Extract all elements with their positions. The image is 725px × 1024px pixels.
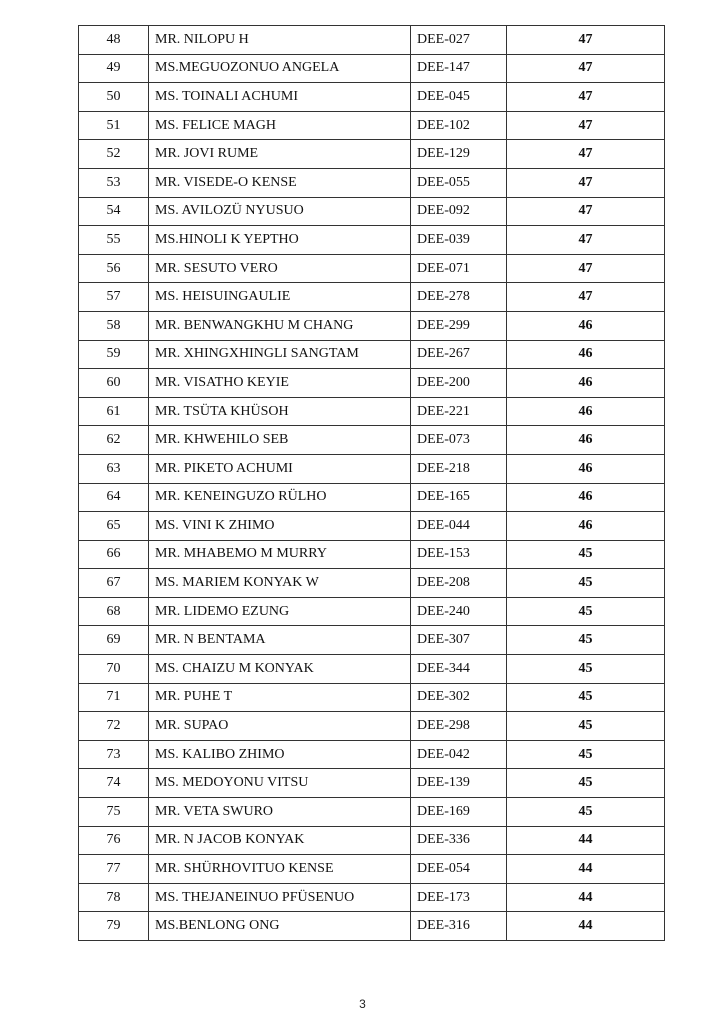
table-row	[79, 283, 665, 312]
sl-number-cell: 51	[79, 111, 149, 140]
roll-number-cell: DEE-169	[411, 798, 507, 827]
table-row	[79, 712, 665, 741]
name-cell: MS. KALIBO ZHIMO	[149, 740, 411, 769]
sl-number-cell: 76	[79, 826, 149, 855]
roll-number-cell: DEE-054	[411, 855, 507, 884]
roll-number-cell: DEE-042	[411, 740, 507, 769]
score-cell: 47	[507, 111, 665, 140]
sl-number-cell: 58	[79, 311, 149, 340]
sl-number-cell: 48	[79, 26, 149, 55]
name-cell: MS. FELICE MAGH	[149, 111, 411, 140]
roll-number-cell: DEE-045	[411, 83, 507, 112]
sl-number-cell: 50	[79, 83, 149, 112]
roll-number-cell: DEE-092	[411, 197, 507, 226]
table-row	[79, 369, 665, 398]
name-cell: MR. N BENTAMA	[149, 626, 411, 655]
score-cell: 44	[507, 912, 665, 941]
table-row	[79, 311, 665, 340]
name-cell: MS. MARIEM KONYAK W	[149, 569, 411, 598]
roll-number-cell: DEE-055	[411, 168, 507, 197]
table-row	[79, 512, 665, 541]
roll-number-cell: DEE-221	[411, 397, 507, 426]
table-row	[79, 197, 665, 226]
sl-number-cell: 70	[79, 655, 149, 684]
roll-number-cell: DEE-278	[411, 283, 507, 312]
sl-number-cell: 77	[79, 855, 149, 884]
table-row	[79, 426, 665, 455]
name-cell: MR. SESUTO VERO	[149, 254, 411, 283]
roll-number-cell: DEE-298	[411, 712, 507, 741]
sl-number-cell: 64	[79, 483, 149, 512]
sl-number-cell: 55	[79, 226, 149, 255]
name-cell: MR. JOVI RUME	[149, 140, 411, 169]
roll-number-cell: DEE-200	[411, 369, 507, 398]
name-cell: MS. AVILOZÜ NYUSUO	[149, 197, 411, 226]
score-cell: 46	[507, 369, 665, 398]
name-cell: MR. LIDEMO EZUNG	[149, 597, 411, 626]
name-cell: MS. TOINALI ACHUMI	[149, 83, 411, 112]
sl-number-cell: 63	[79, 454, 149, 483]
sl-number-cell: 52	[79, 140, 149, 169]
score-cell: 47	[507, 283, 665, 312]
name-cell: MR. NILOPU H	[149, 26, 411, 55]
score-cell: 46	[507, 397, 665, 426]
table-row	[79, 254, 665, 283]
name-cell: MR. SHÜRHOVITUO KENSE	[149, 855, 411, 884]
sl-number-cell: 59	[79, 340, 149, 369]
table-row	[79, 26, 665, 55]
roll-number-cell: DEE-073	[411, 426, 507, 455]
score-cell: 47	[507, 168, 665, 197]
sl-number-cell: 57	[79, 283, 149, 312]
roll-number-cell: DEE-302	[411, 683, 507, 712]
score-cell: 45	[507, 683, 665, 712]
sl-number-cell: 72	[79, 712, 149, 741]
roll-number-cell: DEE-147	[411, 54, 507, 83]
score-cell: 45	[507, 769, 665, 798]
roll-number-cell: DEE-165	[411, 483, 507, 512]
table-row	[79, 626, 665, 655]
table-row	[79, 912, 665, 941]
results-table-body	[79, 26, 665, 941]
name-cell: MR. PUHE T	[149, 683, 411, 712]
score-cell: 45	[507, 740, 665, 769]
roll-number-cell: DEE-336	[411, 826, 507, 855]
score-cell: 46	[507, 512, 665, 541]
score-cell: 44	[507, 855, 665, 884]
table-row	[79, 683, 665, 712]
table-row	[79, 540, 665, 569]
results-table	[78, 25, 665, 941]
score-cell: 47	[507, 83, 665, 112]
table-row	[79, 168, 665, 197]
table-row	[79, 111, 665, 140]
roll-number-cell: DEE-299	[411, 311, 507, 340]
roll-number-cell: DEE-173	[411, 883, 507, 912]
name-cell: MR. VISEDE-O KENSE	[149, 168, 411, 197]
roll-number-cell: DEE-044	[411, 512, 507, 541]
roll-number-cell: DEE-139	[411, 769, 507, 798]
score-cell: 46	[507, 340, 665, 369]
name-cell: MS. VINI K ZHIMO	[149, 512, 411, 541]
roll-number-cell: DEE-071	[411, 254, 507, 283]
sl-number-cell: 71	[79, 683, 149, 712]
table-row	[79, 83, 665, 112]
roll-number-cell: DEE-129	[411, 140, 507, 169]
sl-number-cell: 54	[79, 197, 149, 226]
table-row	[79, 397, 665, 426]
sl-number-cell: 66	[79, 540, 149, 569]
table-row	[79, 855, 665, 884]
name-cell: MR. SUPAO	[149, 712, 411, 741]
table-row	[79, 769, 665, 798]
roll-number-cell: DEE-039	[411, 226, 507, 255]
table-row	[79, 340, 665, 369]
roll-number-cell: DEE-307	[411, 626, 507, 655]
page-number: 3	[359, 997, 366, 1011]
table-row	[79, 597, 665, 626]
score-cell: 45	[507, 798, 665, 827]
name-cell: MR. KHWEHILO SEB	[149, 426, 411, 455]
name-cell: MS.HINOLI K YEPTHO	[149, 226, 411, 255]
score-cell: 47	[507, 140, 665, 169]
roll-number-cell: DEE-316	[411, 912, 507, 941]
table-row	[79, 483, 665, 512]
score-cell: 44	[507, 883, 665, 912]
name-cell: MS. THEJANEINUO PFÜSENUO	[149, 883, 411, 912]
sl-number-cell: 62	[79, 426, 149, 455]
name-cell: MS. CHAIZU M KONYAK	[149, 655, 411, 684]
sl-number-cell: 73	[79, 740, 149, 769]
roll-number-cell: DEE-208	[411, 569, 507, 598]
roll-number-cell: DEE-027	[411, 26, 507, 55]
name-cell: MR. VETA SWURO	[149, 798, 411, 827]
score-cell: 47	[507, 226, 665, 255]
score-cell: 45	[507, 569, 665, 598]
score-cell: 45	[507, 712, 665, 741]
name-cell: MS. MEDOYONU VITSU	[149, 769, 411, 798]
sl-number-cell: 78	[79, 883, 149, 912]
sl-number-cell: 49	[79, 54, 149, 83]
score-cell: 47	[507, 26, 665, 55]
roll-number-cell: DEE-344	[411, 655, 507, 684]
score-cell: 45	[507, 655, 665, 684]
roll-number-cell: DEE-102	[411, 111, 507, 140]
sl-number-cell: 75	[79, 798, 149, 827]
sl-number-cell: 60	[79, 369, 149, 398]
name-cell: MS. HEISUINGAULIE	[149, 283, 411, 312]
table-row	[79, 454, 665, 483]
table-row	[79, 740, 665, 769]
sl-number-cell: 74	[79, 769, 149, 798]
sl-number-cell: 67	[79, 569, 149, 598]
score-cell: 45	[507, 597, 665, 626]
sl-number-cell: 79	[79, 912, 149, 941]
table-row	[79, 226, 665, 255]
score-cell: 47	[507, 254, 665, 283]
name-cell: MR. PIKETO ACHUMI	[149, 454, 411, 483]
name-cell: MS.BENLONG ONG	[149, 912, 411, 941]
sl-number-cell: 61	[79, 397, 149, 426]
sl-number-cell: 68	[79, 597, 149, 626]
sl-number-cell: 53	[79, 168, 149, 197]
score-cell: 46	[507, 311, 665, 340]
roll-number-cell: DEE-267	[411, 340, 507, 369]
sl-number-cell: 65	[79, 512, 149, 541]
score-cell: 47	[507, 54, 665, 83]
score-cell: 46	[507, 483, 665, 512]
score-cell: 45	[507, 626, 665, 655]
roll-number-cell: DEE-218	[411, 454, 507, 483]
name-cell: MR. KENEINGUZO RÜLHO	[149, 483, 411, 512]
roll-number-cell: DEE-153	[411, 540, 507, 569]
score-cell: 45	[507, 540, 665, 569]
sl-number-cell: 56	[79, 254, 149, 283]
score-cell: 46	[507, 426, 665, 455]
name-cell: MR. VISATHO KEYIE	[149, 369, 411, 398]
score-cell: 46	[507, 454, 665, 483]
name-cell: MR. N JACOB KONYAK	[149, 826, 411, 855]
table-row	[79, 883, 665, 912]
name-cell: MR. MHABEMO M MURRY	[149, 540, 411, 569]
sl-number-cell: 69	[79, 626, 149, 655]
table-row	[79, 140, 665, 169]
name-cell: MS.MEGUOZONUO ANGELA	[149, 54, 411, 83]
score-cell: 47	[507, 197, 665, 226]
table-row	[79, 569, 665, 598]
table-row	[79, 54, 665, 83]
name-cell: MR. BENWANGKHU M CHANG	[149, 311, 411, 340]
name-cell: MR. TSÜTA KHÜSOH	[149, 397, 411, 426]
table-row	[79, 826, 665, 855]
table-row	[79, 655, 665, 684]
name-cell: MR. XHINGXHINGLI SANGTAM	[149, 340, 411, 369]
score-cell: 44	[507, 826, 665, 855]
roll-number-cell: DEE-240	[411, 597, 507, 626]
table-row	[79, 798, 665, 827]
